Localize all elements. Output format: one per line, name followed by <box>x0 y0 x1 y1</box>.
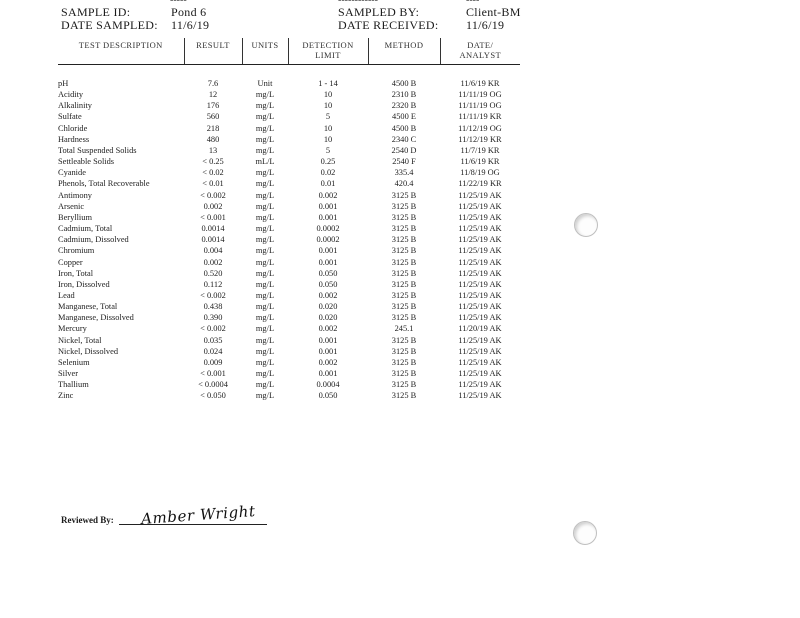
units-cell: mg/L <box>255 346 275 356</box>
test-description-cell: Mercury <box>58 324 87 334</box>
units-cell: mg/L <box>255 290 275 300</box>
date-received-value: 11/6/19 <box>466 18 505 32</box>
method-cell: 3125 B <box>391 257 417 267</box>
detection-limit-cell: 0.0002 <box>316 235 340 245</box>
units-cell: Unit <box>257 79 273 88</box>
detection-limit-cell: 5 <box>325 112 331 122</box>
detection-limit-cell: 0.020 <box>318 313 338 323</box>
cropped-text-fragment: ------------ <box>338 0 378 6</box>
date-analyst-cell: 11/6/19 KR <box>460 79 500 88</box>
date-analyst-cell: 11/25/19 AK <box>458 346 502 356</box>
detection-limit-cell: 0.001 <box>318 257 338 267</box>
date-analyst-cell: 11/11/19 OG <box>458 101 502 111</box>
method-cell: 3125 B <box>391 190 417 200</box>
date-analyst-cell: 11/12/19 KR <box>458 134 502 144</box>
date-analyst-cell: 11/7/19 KR <box>460 145 500 155</box>
col-header-detection-limit <box>288 38 368 65</box>
date-analyst-cell: 11/25/19 AK <box>458 313 502 323</box>
detection-limit-cell: 0.002 <box>318 324 338 334</box>
date-analyst-cell: 11/25/19 AK <box>458 235 502 245</box>
method-cell: 4500 B <box>391 123 417 133</box>
table-row <box>58 156 520 167</box>
punch-hole-top <box>574 213 598 237</box>
date-analyst-cell: 11/25/19 AK <box>458 335 502 345</box>
method-cell: 3125 B <box>391 380 417 390</box>
sample-id-value: Pond 6 <box>171 5 207 19</box>
method-cell: 3125 B <box>391 290 417 300</box>
result-cell: 13 <box>208 145 218 155</box>
detection-limit-cell: 0.0002 <box>316 224 340 234</box>
result-cell: 176 <box>206 101 220 111</box>
detection-limit-cell: 0.020 <box>318 302 338 312</box>
units-cell: mg/L <box>255 369 275 379</box>
results-table-body <box>58 65 520 402</box>
units-cell: mg/L <box>255 224 275 234</box>
method-cell: 3125 B <box>391 279 417 289</box>
detection-limit-cell: 0.001 <box>318 212 338 222</box>
cropped-text-fragment: ----- <box>170 0 187 6</box>
units-cell: mL/L <box>255 157 275 167</box>
units-cell: mg/L <box>255 123 275 133</box>
date-analyst-cell: 11/8/19 OG <box>460 168 500 178</box>
units-cell: mg/L <box>255 380 275 390</box>
result-cell: 0.112 <box>203 279 223 289</box>
table-row <box>58 290 520 301</box>
method-cell: 245.1 <box>394 324 414 334</box>
detection-limit-cell: 0.002 <box>318 357 338 367</box>
test-description-cell: Arsenic <box>58 201 85 211</box>
method-cell: 335.4 <box>394 168 414 178</box>
sampled-by-value: Client-BM <box>466 5 521 19</box>
detection-limit-cell: 0.25 <box>320 157 336 167</box>
table-header-row <box>58 38 520 65</box>
result-cell: 218 <box>206 123 220 133</box>
table-row <box>58 78 520 89</box>
result-cell: 0.009 <box>203 357 223 367</box>
date-analyst-cell: 11/11/19 OG <box>458 90 502 100</box>
col-header-result: RESULT <box>184 38 242 65</box>
units-cell: mg/L <box>255 391 275 401</box>
table-row <box>58 335 520 346</box>
table-row <box>58 145 520 156</box>
date-analyst-cell: 11/25/19 AK <box>458 391 502 401</box>
method-cell: 3125 B <box>391 313 417 323</box>
method-cell: 4500 E <box>392 112 416 122</box>
test-description-cell: Chloride <box>58 123 88 133</box>
detection-limit-cell: 10 <box>323 90 333 100</box>
col-header-test-description: TEST DESCRIPTION <box>58 38 184 65</box>
result-cell: < 0.002 <box>200 324 226 334</box>
result-cell: < 0.001 <box>200 369 226 379</box>
date-analyst-cell: 11/25/19 AK <box>458 290 502 300</box>
test-description-cell: Cyanide <box>58 168 86 178</box>
test-description-cell: Manganese, Total <box>58 302 118 312</box>
table-row <box>58 279 520 290</box>
date-analyst-cell: 11/25/19 AK <box>458 201 502 211</box>
result-cell: < 0.050 <box>200 391 226 401</box>
method-cell: 420.4 <box>394 179 414 189</box>
table-row <box>58 390 520 401</box>
units-cell: mg/L <box>255 324 275 334</box>
test-description-cell: Nickel, Dissolved <box>58 346 119 356</box>
method-cell: 3125 B <box>391 346 417 356</box>
test-description-cell: Zinc <box>58 391 74 401</box>
date-sampled-label: DATE SAMPLED: <box>61 18 158 32</box>
date-analyst-cell: 11/25/19 AK <box>458 257 502 267</box>
units-cell: mg/L <box>255 101 275 111</box>
date-sampled-value: 11/6/19 <box>171 18 210 32</box>
detection-limit-cell: 0.001 <box>318 369 338 379</box>
units-cell: mg/L <box>255 279 275 289</box>
test-description-cell: Sulfate <box>58 112 82 122</box>
units-cell: mg/L <box>255 112 275 122</box>
table-row <box>58 223 520 234</box>
table-row <box>58 167 520 178</box>
col-header-date-analyst-line2: ANALYST <box>459 50 502 60</box>
sample-id-label: SAMPLE ID: <box>61 5 131 19</box>
table-row <box>58 357 520 368</box>
table-row <box>58 234 520 245</box>
date-analyst-cell: 11/11/19 KR <box>458 112 502 122</box>
method-cell: 2340 C <box>391 134 417 144</box>
date-analyst-cell: 11/25/19 AK <box>458 190 502 200</box>
table-row <box>58 379 520 390</box>
test-description-cell: Silver <box>58 369 79 379</box>
method-cell: 3125 B <box>391 224 417 234</box>
table-row <box>58 178 520 189</box>
test-description-cell: Cadmium, Total <box>58 224 113 234</box>
method-cell: 4500 B <box>391 79 417 88</box>
date-analyst-cell: 11/25/19 AK <box>458 380 502 390</box>
detection-limit-cell: 0.0004 <box>316 380 340 390</box>
date-analyst-cell: 11/6/19 KR <box>460 157 500 167</box>
table-spacer-row <box>58 65 520 79</box>
units-cell: mg/L <box>255 268 275 278</box>
units-cell: mg/L <box>255 246 275 256</box>
table-row <box>58 245 520 256</box>
method-cell: 2320 B <box>391 101 417 111</box>
detection-limit-cell: 0.002 <box>318 290 338 300</box>
table-row <box>58 89 520 100</box>
table-row <box>58 346 520 357</box>
test-description-cell: pH <box>58 79 69 88</box>
units-cell: mg/L <box>255 212 275 222</box>
punch-hole-bottom <box>573 521 597 545</box>
col-header-detection-limit-line2: LIMIT <box>315 50 341 60</box>
result-cell: < 0.001 <box>200 212 226 222</box>
result-cell: 0.0014 <box>201 224 225 234</box>
method-cell: 2540 D <box>391 145 417 155</box>
test-description-cell: Hardness <box>58 134 90 144</box>
reviewed-by-label: Reviewed By: <box>61 515 114 525</box>
result-cell: 0.438 <box>203 302 223 312</box>
method-cell: 3125 B <box>391 335 417 345</box>
result-cell: 0.0014 <box>201 235 225 245</box>
table-row <box>58 323 520 334</box>
result-cell: 0.002 <box>203 201 223 211</box>
table-row <box>58 312 520 323</box>
table-row <box>58 301 520 312</box>
col-header-date-analyst <box>440 38 520 65</box>
result-cell: 7.6 <box>207 79 219 88</box>
units-cell: mg/L <box>255 302 275 312</box>
col-header-detection-limit-line1: DETECTION <box>302 40 354 50</box>
detection-limit-cell: 0.050 <box>318 391 338 401</box>
test-description-cell: Lead <box>58 290 75 300</box>
table-row <box>58 100 520 111</box>
method-cell: 3125 B <box>391 302 417 312</box>
test-description-cell: Alkalinity <box>58 101 92 111</box>
test-description-cell: Iron, Total <box>58 268 94 278</box>
result-cell: 0.002 <box>203 257 223 267</box>
test-description-cell: Thallium <box>58 380 89 390</box>
date-analyst-cell: 11/25/19 AK <box>458 212 502 222</box>
table-row <box>58 368 520 379</box>
date-analyst-cell: 11/12/19 OG <box>458 123 502 133</box>
table-row <box>58 134 520 145</box>
test-description-cell: Selenium <box>58 357 90 367</box>
date-analyst-cell: 11/25/19 AK <box>458 279 502 289</box>
detection-limit-cell: 10 <box>323 134 333 144</box>
test-description-cell: Antimony <box>58 190 92 200</box>
detection-limit-cell: 10 <box>323 123 333 133</box>
table-row <box>58 190 520 201</box>
table-row <box>58 111 520 122</box>
method-cell: 3125 B <box>391 268 417 278</box>
method-cell: 3125 B <box>391 246 417 256</box>
result-cell: 0.035 <box>203 335 223 345</box>
test-description-cell: Cadmium, Dissolved <box>58 235 129 245</box>
table-row <box>58 257 520 268</box>
units-cell: mg/L <box>255 145 275 155</box>
sampled-by-label: SAMPLED BY: <box>338 5 420 19</box>
detection-limit-cell: 0.001 <box>318 246 338 256</box>
units-cell: mg/L <box>255 357 275 367</box>
test-description-cell: Chromium <box>58 246 95 256</box>
units-cell: mg/L <box>255 90 275 100</box>
result-cell: < 0.0004 <box>198 380 228 390</box>
test-description-cell: Beryllium <box>58 212 92 222</box>
result-cell: 0.024 <box>203 346 223 356</box>
test-description-cell: Phenols, Total Recoverable <box>58 179 150 189</box>
results-table <box>58 38 520 402</box>
date-analyst-cell: 11/22/19 KR <box>458 179 502 189</box>
units-cell: mg/L <box>255 134 275 144</box>
method-cell: 3125 B <box>391 369 417 379</box>
units-cell: mg/L <box>255 235 275 245</box>
col-header-date-analyst-line1: DATE/ <box>467 40 494 50</box>
result-cell: < 0.25 <box>202 157 224 167</box>
date-analyst-cell: 11/20/19 AK <box>458 324 502 334</box>
col-header-units: UNITS <box>242 38 288 65</box>
table-row <box>58 268 520 279</box>
detection-limit-cell: 0.01 <box>320 179 336 189</box>
detection-limit-cell: 1 - 14 <box>318 79 338 88</box>
detection-limit-cell: 0.001 <box>318 201 338 211</box>
result-cell: 480 <box>206 134 220 144</box>
table-row <box>58 201 520 212</box>
method-cell: 3125 B <box>391 391 417 401</box>
date-analyst-cell: 11/25/19 AK <box>458 369 502 379</box>
detection-limit-cell: 0.001 <box>318 335 338 345</box>
date-received-label: DATE RECEIVED: <box>338 18 439 32</box>
units-cell: mg/L <box>255 168 275 178</box>
date-analyst-cell: 11/25/19 AK <box>458 357 502 367</box>
date-analyst-cell: 11/25/19 AK <box>458 302 502 312</box>
test-description-cell: Manganese, Dissolved <box>58 313 134 323</box>
result-cell: < 0.02 <box>202 168 224 178</box>
method-cell: 3125 B <box>391 357 417 367</box>
units-cell: mg/L <box>255 201 275 211</box>
test-description-cell: Iron, Dissolved <box>58 279 110 289</box>
detection-limit-cell: 0.050 <box>318 279 338 289</box>
units-cell: mg/L <box>255 335 275 345</box>
test-description-cell: Copper <box>58 257 83 267</box>
col-header-method: METHOD <box>368 38 440 65</box>
test-description-cell: Settleable Solids <box>58 157 115 167</box>
test-description-cell: Acidity <box>58 90 84 100</box>
result-cell: 12 <box>208 90 218 100</box>
result-cell: 560 <box>206 112 220 122</box>
detection-limit-cell: 0.002 <box>318 190 338 200</box>
result-cell: < 0.002 <box>200 190 226 200</box>
method-cell: 3125 B <box>391 201 417 211</box>
detection-limit-cell: 0.001 <box>318 346 338 356</box>
units-cell: mg/L <box>255 190 275 200</box>
method-cell: 2310 B <box>391 90 417 100</box>
cropped-text-fragment: ---- <box>466 0 480 6</box>
method-cell: 2540 F <box>392 157 416 167</box>
result-cell: 0.390 <box>203 313 223 323</box>
date-analyst-cell: 11/25/19 AK <box>458 224 502 234</box>
detection-limit-cell: 0.02 <box>320 168 336 178</box>
method-cell: 3125 B <box>391 212 417 222</box>
units-cell: mg/L <box>255 313 275 323</box>
date-analyst-cell: 11/25/19 AK <box>458 268 502 278</box>
table-row <box>58 123 520 134</box>
units-cell: mg/L <box>255 257 275 267</box>
detection-limit-cell: 5 <box>325 145 331 155</box>
date-analyst-cell: 11/25/19 AK <box>458 246 502 256</box>
result-cell: 0.004 <box>203 246 223 256</box>
result-cell: < 0.01 <box>202 179 224 189</box>
test-description-cell: Nickel, Total <box>58 335 102 345</box>
result-cell: 0.520 <box>203 268 223 278</box>
units-cell: mg/L <box>255 179 275 189</box>
method-cell: 3125 B <box>391 235 417 245</box>
reviewer-signature: Amber Wright <box>140 502 257 528</box>
table-row <box>58 212 520 223</box>
result-cell: < 0.002 <box>200 290 226 300</box>
detection-limit-cell: 10 <box>323 101 333 111</box>
detection-limit-cell: 0.050 <box>318 268 338 278</box>
test-description-cell: Total Suspended Solids <box>58 145 137 155</box>
